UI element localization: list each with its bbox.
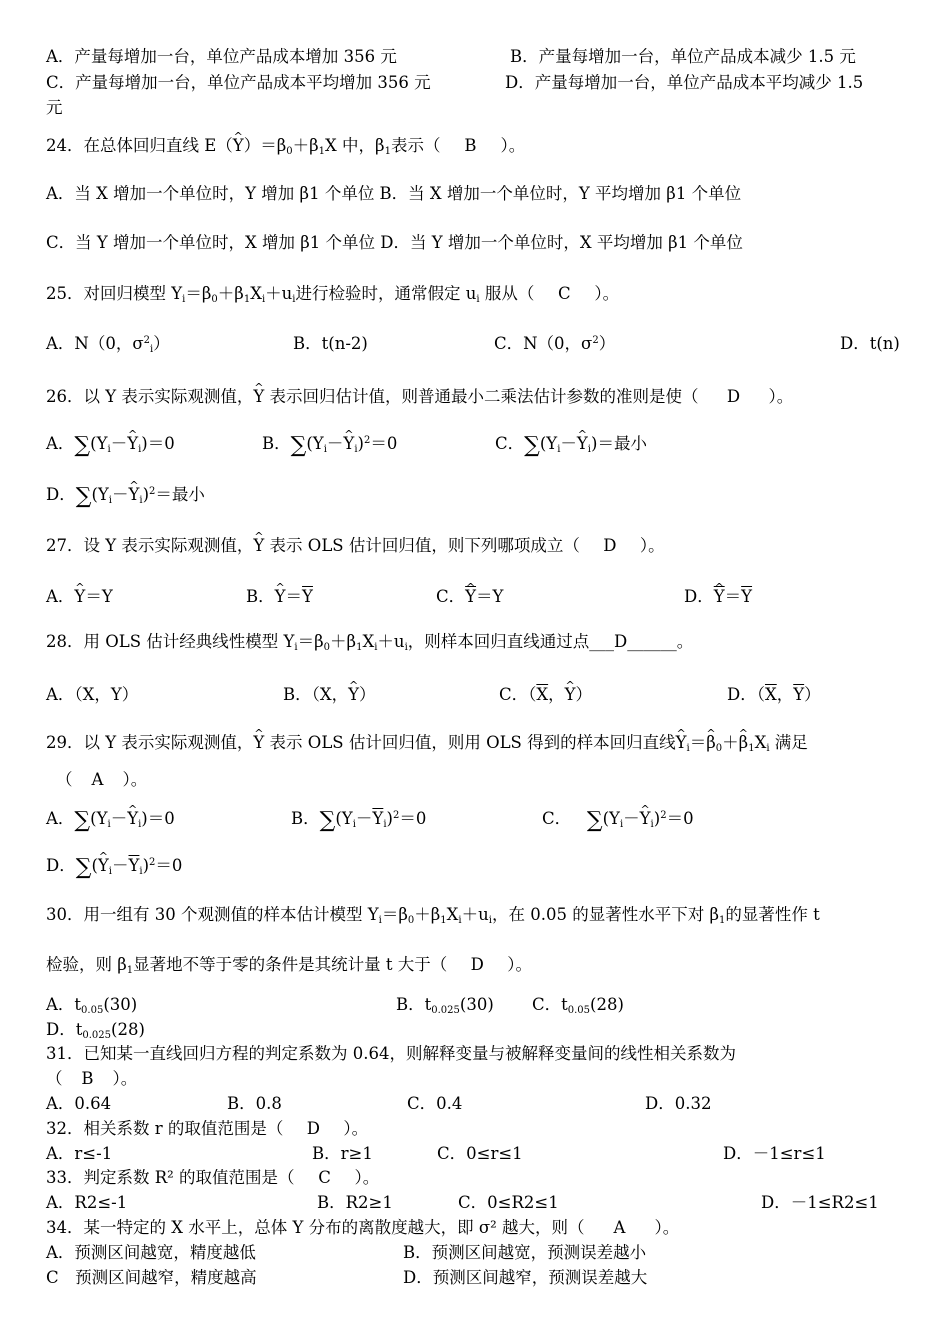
q30-stem: 30．用一组有 30 个观测值的样本估计模型 $Y_i=\beta_0+\beta_1X_i+u_i$，在 0.05 的显著性水平下对 $\beta_1$的显著性作 t	[46, 905, 820, 926]
q25-option-c: C．N（0，$\sigma^2$）	[494, 334, 616, 353]
q24-options-cd: C．当 Y 增加一个单位时，X 增加 β1 个单位 D．当 Y 增加一个单位时，X 平均增加 β1 个单位	[46, 233, 743, 252]
q29-stem: 29．以 Y 表示实际观测值，^ Y 表示 OLS 估计回归值，则用 OLS 得到的样本回归直线^ $Y_i=\^{}$ $\beta_0+\^{}$ $\beta_1X_i$ 满足	[46, 733, 808, 753]
q34-option-c: C 预测区间越窄，精度越高	[46, 1268, 257, 1287]
q27-option-a: A．^ Y＝Y	[46, 587, 113, 607]
q23-option-b: B．产量每增加一台，单位产品成本减少 1.5 元	[510, 47, 856, 66]
q32-stem: 32．相关系数 r 的取值范围是（ D ）。	[46, 1119, 369, 1138]
q30-option-c: C．$t_{0.05}(28)$	[532, 995, 624, 1016]
q33-answer: C	[318, 1168, 331, 1187]
q34-option-a: A．预测区间越宽，精度越低	[46, 1243, 256, 1262]
q23-option-a: A．产量每增加一台，单位产品成本增加 356 元	[46, 47, 397, 66]
q31-stem: 31．已知某一直线回归方程的判定系数为 0.64，则解释变量与被解释变量间的线性相关系数为	[46, 1044, 736, 1063]
q32-option-c: C．0≤r≤1	[437, 1144, 523, 1163]
q31-option-b: B．0.8	[227, 1094, 282, 1113]
q28-stem: 28．用 OLS 估计经典线性模型 $Y_i=\beta_0+\beta_1X_i+u_i$，则样本回归直线通过点___D______。	[46, 632, 694, 653]
q29-option-c: C． $\sum(Y_i-\^{}$ $Y_i)^2=0$	[542, 809, 694, 829]
q27-option-b: B．^ $Y=\overline{Y}$	[246, 587, 313, 607]
q34-option-d: D．预测区间越窄，预测误差越大	[403, 1268, 648, 1287]
q27-option-c: C．^ $\overline{Y}=Y$	[436, 587, 503, 607]
q25-option-d: D．t(n)	[840, 334, 900, 353]
q29-option-b: B．$\sum(Y_i-\overline{Y}_i)^2=0$	[291, 808, 427, 833]
q30-option-b: B．$t_{0.025}(30)$	[396, 995, 494, 1016]
q30-option-d: D．$t_{0.025}(28)$	[46, 1020, 145, 1041]
q28-option-d: D．（$\overline{X}$，$\overline{Y}$）	[727, 685, 821, 704]
q31-option-a: A．0.64	[46, 1094, 112, 1113]
q30-answer: D	[470, 955, 484, 974]
q25-answer: C	[558, 284, 571, 303]
q26-answer: D	[726, 387, 741, 406]
q33-option-b: B．R2≥1	[317, 1193, 393, 1212]
q26-stem: 26．以 Y 表示实际观测值，^ Y 表示回归估计值，则普通最小二乘法估计参数的准则是使（ D ）。	[46, 387, 793, 407]
q26-option-d: D．$\sum(Y_i-\^{}$ $Y_i)^2=$最小	[46, 485, 205, 505]
q29-option-a: A．$\sum(Y_i-\^{}$ $Y_i)=0$	[46, 809, 175, 829]
q26-option-c: C．$\sum(Y_i-\^{}$ $Y_i)=$最小	[495, 434, 647, 454]
q30-stem-line2: 检验，则 $\beta_1$显著地不等于零的条件是其统计量 t 大于（ D ）。	[46, 955, 533, 976]
q31-answer-line: （ B ）。	[46, 1069, 138, 1088]
q34-option-b: B．预测区间越宽，预测误差越小	[403, 1243, 647, 1262]
q33-stem: 33．判定系数 R² 的取值范围是（ C ）。	[46, 1168, 380, 1187]
q24-answer: B	[464, 136, 477, 155]
q25-stem: 25．对回归模型 $Y_i=\beta_0+\beta_1X_i+u_i$进行检验时，通常假定 $u_i$ 服从（ C ）。	[46, 284, 620, 305]
q32-answer: D	[306, 1119, 320, 1138]
q25-option-a: A．N（0，$\sigma^2_i$）	[46, 334, 170, 355]
q24-options-ab: A．当 X 增加一个单位时，Y 增加 β1 个单位 B．当 X 增加一个单位时，Y 平均增加 β1 个单位	[46, 184, 742, 203]
q28-option-a: A．（X，Y）	[46, 685, 139, 704]
q34-answer: A	[613, 1218, 626, 1237]
q31-option-c: C．0.4	[407, 1094, 463, 1113]
q26-option-a: A．$\sum(Y_i-\^{}$ $Y_i)=0$	[46, 434, 175, 454]
q29-option-d: D．∑(^ $Y_i-\overline{Y}_i)^2=0$	[46, 856, 182, 876]
q23-option-d-wrap: 元	[46, 98, 63, 117]
q26-option-b: B．$\sum(Y_i-\^{}$ $Y_i)^2=0$	[262, 434, 397, 454]
q32-option-a: A．r≤-1	[46, 1144, 113, 1163]
q33-option-d: D．－1≤R2≤1	[761, 1193, 879, 1212]
q28-option-c: C．（$\overline{X}$，^ Y）	[499, 685, 592, 705]
q23-option-d: D．产量每增加一台，单位产品成本平均减少 1.5	[505, 73, 864, 92]
q29-answer: A	[91, 770, 104, 789]
q33-option-c: C．0≤R2≤1	[458, 1193, 559, 1212]
q32-option-d: D．－1≤r≤1	[723, 1144, 826, 1163]
q28-option-b: B．（X，^ Y）	[283, 685, 376, 705]
q33-option-a: A．R2≤-1	[46, 1193, 128, 1212]
q23-option-c: C．产量每增加一台，单位产品成本平均增加 356 元	[46, 73, 431, 92]
q31-answer: B	[81, 1069, 94, 1088]
q25-option-b: B．t(n-2)	[293, 334, 368, 353]
q24-stem: 24．在总体回归直线 E（^ $Y)=\beta_0+\beta_1X$ 中，$\beta_1$表示（ B ）。	[46, 136, 525, 156]
q27-stem: 27．设 Y 表示实际观测值，^ Y 表示 OLS 估计回归值，则下列哪项成立（ D ）。	[46, 536, 665, 556]
q30-option-a: A．$t_{0.05}(30)$	[46, 995, 138, 1016]
q29-answer-line: （ A ）。	[56, 770, 148, 789]
q27-option-d: D．^ $\overline{Y}=\overline{Y}$	[684, 587, 752, 607]
q32-option-b: B．r≥1	[312, 1144, 373, 1163]
q31-option-d: D．0.32	[645, 1094, 712, 1113]
q27-answer: D	[603, 536, 617, 555]
q34-stem: 34．某一特定的 X 水平上，总体 Y 分布的离散度越大，即 σ² 越大，则（ A ）。	[46, 1218, 680, 1237]
